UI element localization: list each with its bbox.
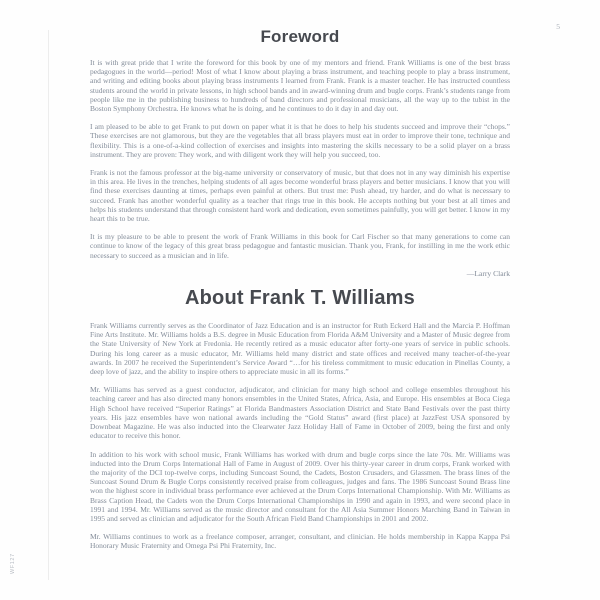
foreword-title: Foreword (260, 27, 340, 46)
page-number: 5 (556, 22, 560, 31)
about-paragraph-3: In addition to his work with school music, Frank Williams has worked with drum and bugle corps since the late 70s. Mr. Williams was inducted into the Drum Corps International Hall of Fame in August of 2009. Over his thirty-year career in drum corps, Frank worked with the majority of the DCI top-twelve corps, including Suncoast Sound, the Cadets, Boston Crusaders, and Glassmen. The brass lines of the Suncoast Sound Drum & Bugle Corps consistently received praise from colleagues, judges and fans. The 1986 Suncoast Sound Brass line won the highest score in individual brass performance ever achieved at the Drum Corps International Championship. With Mr. Williams as Brass Caption Head, the Cadets won the Drum Corps International Championships in 1990 and again in 1993, and were second place in 1991 and 1994. Mr. Williams served as the music director and consultant for the All Asia Summer Honors Marching Band in Taiwan in 1995 and served as clinician and adjudicator for the South African Field Band Championships in 2001 and 2002. (90, 449, 510, 523)
foreword-paragraph-4: It is my pleasure to be able to present the work of Frank Williams in this book for Carl Fischer so that many generations to come can continue to know of the legacy of this great brass pedagogue and fantastic musician. Thank you, Frank, for instilling in me the work ethic necessary to succeed as a musician and in life. (90, 232, 510, 260)
about-paragraph-2: Mr. Williams has served as a guest conductor, adjudicator, and clinician for many high school and college ensembles throughout his teaching career and has also directed many honors ensembles in the United States, Africa, Asia, and Europe. His ensembles at Boca Ciega High School have received “Superior Ratings” at Florida Bandmasters Association District and State Band Festivals over the past thirty years. His jazz ensembles have won national awards including the “Gold Status” award (first place) at JazzFest USA sponsored by Downbeat Magazine. He was also inducted into the Clearwater Jazz Holiday Hall of Fame in October of 2009, being the first and only educator to receive this honor. (90, 385, 510, 441)
about-paragraph-1: Frank Williams currently serves as the Coordinator of Jazz Education and is an instructor for Ruth Eckerd Hall and the Marcia P. Hoffman Fine Arts Institute. Mr. Williams holds a B.S. degree in Music Education from Florida A&M University and a Master of Music degree from the State University of New York at Fredonia. He recently retired as a music educator after forty-one years of service in public schools. During his long career as a music educator, Mr. Williams held many district and state offices and received many teacher-of-the-year awards. In 2007 he received the Superintendent’s Service Award “…for his tireless commitment to music education in Pinellas County, a deep love of jazz, and the ability to inspire others to appreciate music in all its forms.” (90, 321, 510, 377)
about-title: About Frank T. Williams (184, 287, 415, 310)
about-paragraph-4: Mr. Williams continues to work as a freelance composer, arranger, consultant, and clinician. He holds membership in Kappa Kappa Psi Honorary Music Fraternity and Omega Psi Phi Fraternity, Inc. (90, 532, 510, 551)
foreword-paragraph-2: I am pleased to be able to get Frank to put down on paper what it is that he does to help his students succeed and improve their “chops.” These exercises are not glamorous, but they are the vegetables that all brass players must eat in order to improve their tone, technique and flexibility. This is a one-of-a-kind collection of exercises and insights into mastering the skills necessary to be a solid player on a brass instrument. They are proven: They work, and with diligent work they will help you succeed, too. (90, 122, 510, 159)
page-content (90, 27, 510, 560)
foreword-paragraph-1: It is with great pride that I write the foreword for this book by one of my mentors and friend. Frank Williams is one of the best brass pedagogues in the world—period! Most of what I know about playing a brass instrument, and teaching people to play a brass instrument, and writing and editing books about playing brass instruments I learned from Frank. Frank is a master teacher. He has instructed countless students around the world in private lessons, in high school bands and in award-winning drum and bugle corps. Frank’s students range from people like me in the publishing business to hundreds of band directors and professional musicians, all the way up to the tubist in the Boston Symphony Orchestra. He knows what he is doing, and he continues to do it day in and day out. (90, 58, 510, 114)
foreword-section (90, 27, 510, 278)
page-edge-line (48, 30, 49, 580)
about-section (90, 287, 510, 550)
foreword-signature: —Larry Clark (466, 268, 510, 278)
catalog-number: WF127 (10, 553, 16, 574)
foreword-paragraph-3: Frank is not the famous professor at the big-name university or conservatory of music, but that does not in any way diminish his expertise in this area. He lives in the trenches, helping students of all ages become wonderful brass players and better musicians. I know that you will find these exercises daunting at times, perhaps even painful at others. But trust me: Push ahead, try harder, and do what is necessary to succeed. Frank has another wonderful quality as a teacher that rings true in this book. He accepts nothing but your best at all times and helps his students understand that through consistent hard work and dedication, even sometimes painfully, you will get better. I know in my heart this to be true. (90, 168, 510, 224)
